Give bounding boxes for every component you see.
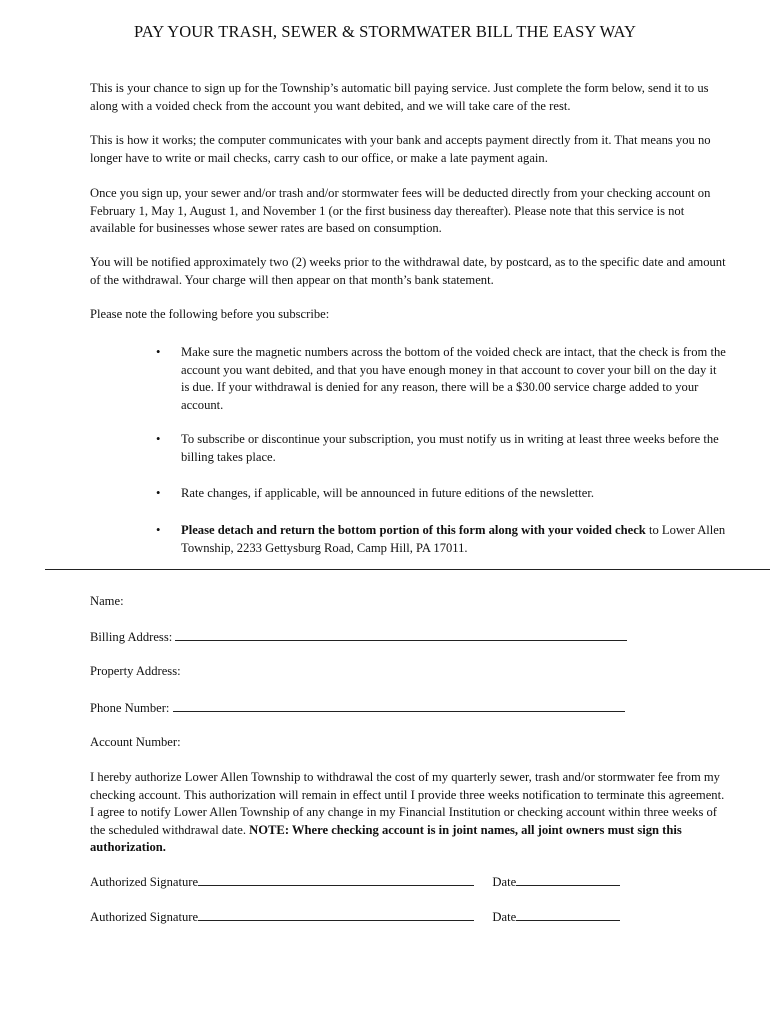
phone-number-label: Phone Number: (90, 701, 173, 715)
signature-line[interactable] (198, 873, 474, 886)
authorization-text: I hereby authorize Lower Allen Township to withdrawal the cost of my quarterly sewer, trash and/or stormwater fee from my checking account. This authorization will remain in effect until I provide three weeks notification to terminate this agreement. I agree to notify Lower Allen Township of any change in my Financial Institution or checking account within three weeks of the scheduled withdrawal date. (90, 770, 725, 837)
authorization-paragraph (90, 769, 726, 857)
name-label: Name: (90, 594, 124, 608)
intro-paragraph-4: You will be notified approximately two (2) weeks prior to the withdrawal date, by postcard, as to the specific date and amount of the withdrawal. Your charge will then appear on that month’s bank statement. (90, 255, 726, 287)
detach-divider (45, 569, 770, 570)
signature-row (90, 873, 620, 892)
phone-number-line[interactable] (173, 699, 625, 712)
intro-paragraph-5: Please note the following before you subscribe: (90, 307, 330, 321)
account-number-label: Account Number: (90, 735, 181, 749)
billing-address-field[interactable] (90, 628, 627, 647)
date-label: Date (492, 875, 517, 889)
bullet-icon: • (156, 432, 161, 446)
bullet-address-text: to Lower Allen Township, 2233 Gettysburg Road, Camp Hill, PA 17011. (181, 523, 726, 555)
bullet-text (181, 522, 726, 557)
bullet-text: Make sure the magnetic numbers across the bottom of the voided check are intact, that the check is from the account you want debited, and that you have enough money in that account to cover your bill on the day it is due. If your withdrawal is denied for any reason, there will be a $30.00 service charge added to your account. (181, 345, 726, 412)
bullet-icon: • (156, 523, 161, 537)
account-number-field[interactable] (90, 734, 181, 752)
date-label: Date (492, 910, 517, 924)
bullet-icon: • (156, 486, 161, 500)
signature-label: Authorized Signature (90, 875, 199, 889)
bullet-text: Rate changes, if applicable, will be announced in future editions of the newsletter. (181, 486, 595, 500)
billing-address-line[interactable] (175, 628, 627, 641)
bullet-icon: • (156, 345, 161, 359)
date-line[interactable] (516, 873, 620, 886)
name-field[interactable] (90, 593, 124, 611)
date-line[interactable] (516, 908, 620, 921)
page-title: PAY YOUR TRASH, SEWER & STORMWATER BILL THE EASY WAY (133, 22, 637, 41)
bullet-bold-text: Please detach and return the bottom portion of this form along with your voided check (181, 523, 646, 537)
signature-row (90, 908, 620, 927)
joint-owner-note: NOTE: Where checking account is in joint names, all joint owners must sign this authorization. (90, 822, 682, 854)
signature-label: Authorized Signature (90, 910, 199, 924)
property-address-label: Property Address: (90, 664, 181, 678)
property-address-field[interactable] (90, 663, 181, 681)
phone-number-field[interactable] (90, 699, 625, 718)
intro-paragraph-1: This is your chance to sign up for the Township’s automatic bill paying service. Just complete the form below, send it to us along with a voided check from the account you want debited, and we will take care of the rest. (90, 81, 709, 113)
signature-line[interactable] (198, 908, 474, 921)
intro-paragraph-2: This is how it works; the computer communicates with your bank and accepts payment directly from it. That means you no longer have to write or mail checks, carry cash to our office, or make a late payment again. (90, 133, 711, 165)
bullet-text: To subscribe or discontinue your subscription, you must notify us in writing at least three weeks before the billing takes place. (181, 432, 719, 464)
billing-address-label: Billing Address: (90, 630, 176, 644)
intro-paragraph-3: Once you sign up, your sewer and/or trash and/or stormwater fees will be deducted directly from your checking account on February 1, May 1, August 1, and November 1 (or the first business day thereafter). Please note that this service is not available for businesses whose sewer rates are based on consumption. (90, 186, 711, 235)
